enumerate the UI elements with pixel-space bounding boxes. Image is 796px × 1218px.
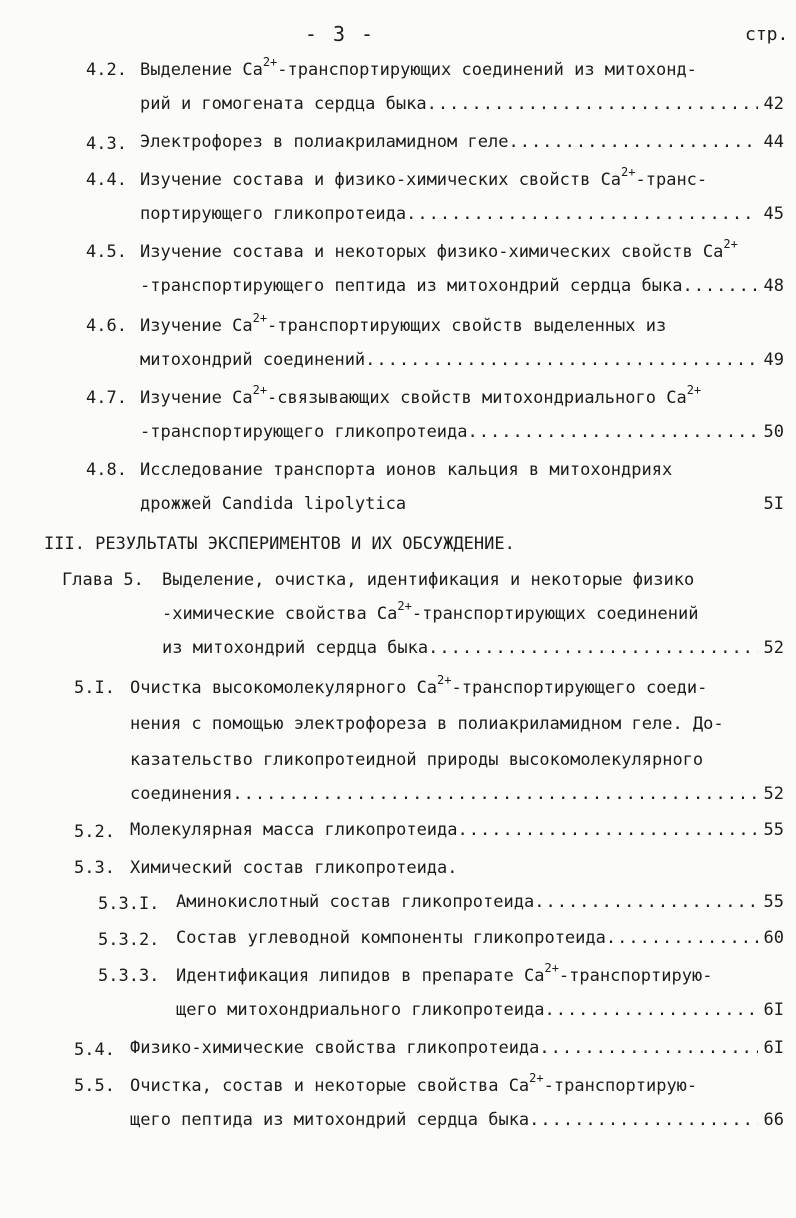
entry-number: 5.I. xyxy=(74,678,115,698)
toc-entry-line: щего пептида из митохондрий сердца быка ..... 66 xyxy=(130,1110,784,1130)
entry-title: Исследование транспорта ионов кальция в митохондриях xyxy=(140,460,673,480)
entry-title: Очистка, состав и некоторые свойства $Ca^{2+}-транспортирую-$ xyxy=(130,1071,698,1096)
entry-title: казательство гликопротеидной природы высокомолекулярного xyxy=(130,750,704,770)
entry-title: Изучение состава и некоторых физико-химических свойств $Ca^{2+}$ xyxy=(140,237,738,262)
toc-entry-line: Физико-химические свойства гликопротеида ..... 6I xyxy=(130,1038,784,1058)
entry-number: 4.8. xyxy=(86,460,127,480)
page-ref: 55 xyxy=(763,892,784,912)
entry-number: 5.5. xyxy=(74,1076,115,1096)
page-ref: 48 xyxy=(763,276,784,296)
entry-title: Изучение $Ca^{2+}$-транспортирующих свойств выделенных из xyxy=(140,311,667,336)
entry-title: Очистка высокомолекулярного $Ca^{2+}$-транспортирующего соеди- xyxy=(130,673,708,698)
toc-entry-line: Состав углеводной компоненты гликопротеида ..... 60 xyxy=(176,928,784,948)
toc-entry-line: -транспортирующего гликопротеида ..... 50 xyxy=(140,422,784,442)
toc-entry-line: Аминокислотный состав гликопротеида ..... 55 xyxy=(176,892,784,912)
page-ref: 49 xyxy=(763,350,784,370)
chapter-label: Глава 5. xyxy=(62,570,144,590)
chapter-title-line: -химические свойства $Ca^{2+}$-транспортирующих соединений xyxy=(162,599,699,624)
page-number: - 3 - xyxy=(304,22,376,46)
page-ref: 52 xyxy=(763,784,784,804)
entry-number: 4.5. xyxy=(86,242,127,262)
page-ref: 55 xyxy=(763,820,784,840)
toc-entry-line: -транспортирующего пептида из митохондрий сердца быка ..... 48 xyxy=(140,276,784,296)
page-ref: 42 xyxy=(763,94,784,114)
page-ref: 44 xyxy=(763,132,784,152)
page-ref: 5I xyxy=(763,494,784,514)
chapter-title-line: Выделение, очистка, идентификация и некоторые физико xyxy=(162,570,695,590)
page-ref: 6I xyxy=(763,1000,784,1020)
entry-title: Изучение $Ca^{2+}$-связывающих свойств митохондриального $Ca^{2+}$ xyxy=(140,383,702,408)
entry-title: Идентификация липидов в препарате $Ca^{2+}-транспортирую-$ xyxy=(176,961,713,986)
toc-entry-line: рий и гомогената сердца быка ..... 42 xyxy=(140,94,784,114)
entry-title: Изучение состава и физико-химических свойств $Ca^{2+}-транс-$ xyxy=(140,165,708,190)
page-ref: 6I xyxy=(763,1038,784,1058)
toc-entry-line: соединения ..... 52 xyxy=(130,784,784,804)
toc-entry-line: щего митохондриального гликопротеида ..... 6I xyxy=(176,1000,784,1020)
page-ref: 60 xyxy=(763,928,784,948)
entry-title: Химический состав гликопротеида. xyxy=(130,858,458,878)
toc-entry-line: дрожжей Candida lipolytica 5I xyxy=(140,494,784,514)
entry-number: 5.3.3. xyxy=(98,966,160,986)
page-column-label: стр. xyxy=(745,24,789,45)
entry-number: 5.4. xyxy=(74,1040,115,1060)
toc-entry-line: портирующего гликопротеида ..... 45 xyxy=(140,204,784,224)
toc-entry-line: из митохондрий сердца быка ..... 52 xyxy=(162,638,784,658)
toc-entry-line: митохондрий соединений ..... 49 xyxy=(140,350,784,370)
entry-number: 4.6. xyxy=(86,316,127,336)
entry-number: 4.4. xyxy=(86,170,127,190)
entry-number: 4.2. xyxy=(86,60,127,80)
entry-number: 5.2. xyxy=(74,822,115,842)
entry-number: 5.3.2. xyxy=(98,930,160,950)
page-ref: 50 xyxy=(763,422,784,442)
entry-title: нения с помощью электрофореза в полиакриламидном геле. До- xyxy=(130,714,724,734)
page-ref: 45 xyxy=(763,204,784,224)
entry-number: 4.7. xyxy=(86,388,127,408)
toc-entry-line: Электрофорез в полиакриламидном геле ..... 44 xyxy=(140,132,784,152)
toc-entry-line: Молекулярная масса гликопротеида ..... 55 xyxy=(130,820,784,840)
page-ref: 52 xyxy=(763,638,784,658)
entry-number: 4.3. xyxy=(86,134,127,154)
entry-title: Выделение $Ca^{2+}$-транспортирующих соединений из митохонд- xyxy=(140,55,697,80)
entry-number: 5.3. xyxy=(74,858,115,878)
page-ref: 66 xyxy=(763,1110,784,1130)
entry-number: 5.3.I. xyxy=(98,894,160,914)
part-heading: III. РЕЗУЛЬТАТЫ ЭКСПЕРИМЕНТОВ И ИХ ОБСУЖДЕНИЕ. xyxy=(44,534,515,554)
